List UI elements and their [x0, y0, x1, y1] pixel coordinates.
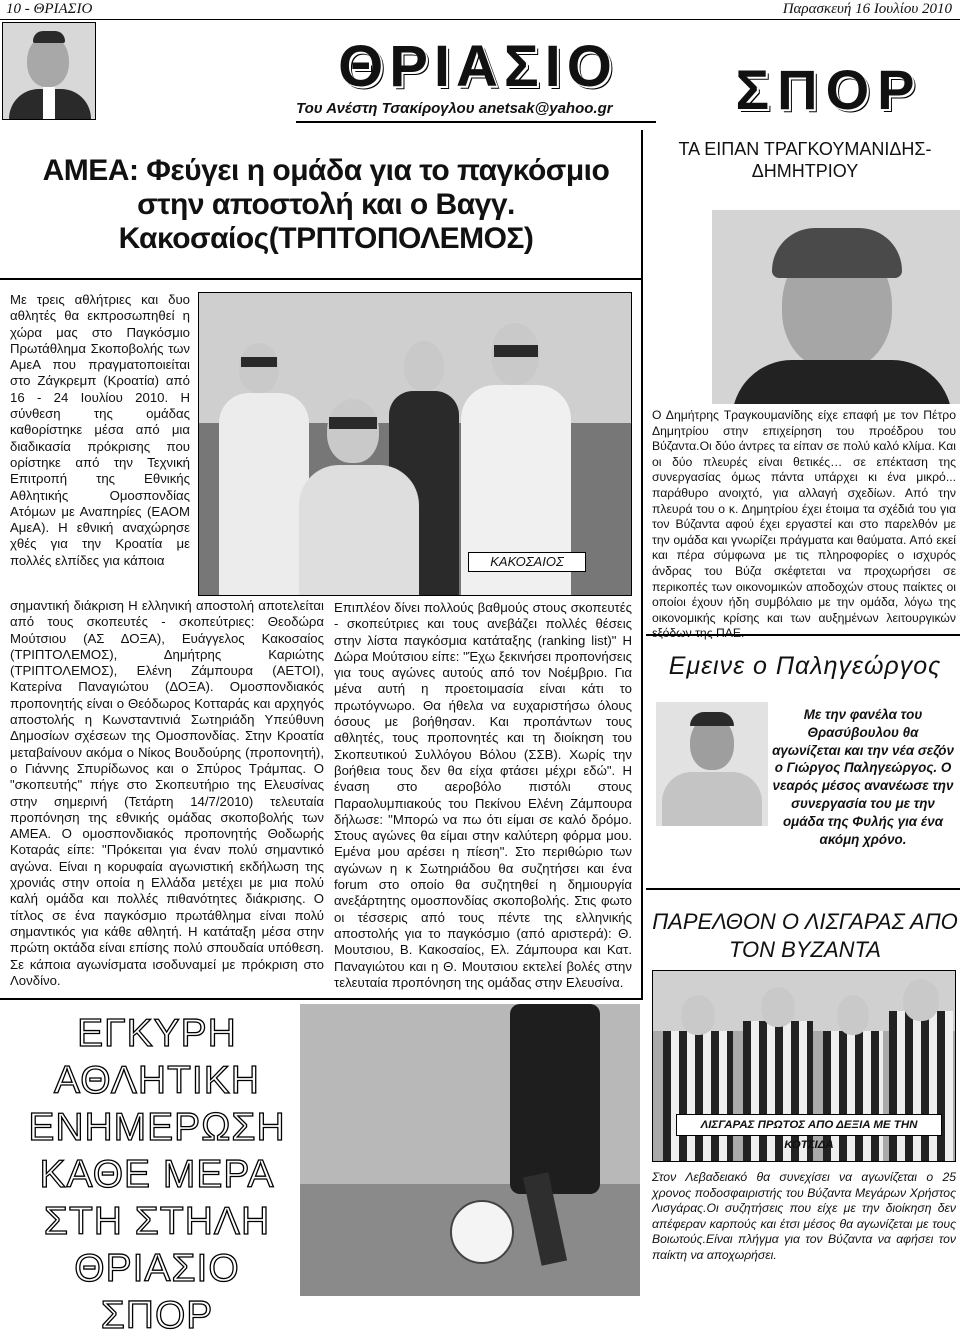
promo-block [18, 1010, 296, 1339]
promo-line: ΚΑΘΕ ΜΕΡΑ [39, 1153, 275, 1196]
promo-line: ΘΡΙΑΣΙΟ ΣΠΟΡ [74, 1247, 240, 1337]
football-photo [300, 1004, 640, 1296]
team-photo [198, 292, 632, 596]
promo-line: ΣΤΗ ΣΤΗΛΗ [43, 1200, 271, 1243]
sidebar-text-3: Στον Λεβαδειακό θα συνεχίσει να αγωνίζεται ο 25 χρονος ποδοσφαιριστής του Βύζαντα Μεγάρων Χρήστος Λισγάρας.Οι συζητήσεις που είχε με την διοίκηση δεν απέφεραν καρπούς και έτσι μέσος θα αγωνίζεται με τους Βοιωτούς.Είναι πλήγμα για τον Βύζαντα να αφήσει τον παίκτη να αποχωρήσει. [652, 1170, 956, 1262]
sidebar-title-1: ΤΑ ΕΙΠΑΝ ΤΡΑΓΚΟΥΜΑΝΙΔΗΣ-ΔΗΜΗΤΡΙΟΥ [678, 139, 932, 181]
masthead-sport: ΣΠΟΡ [735, 58, 923, 121]
main-headline: ΑΜΕΑ: Φεύγει η ομάδα για το παγκόσμιο στην αποστολή και ο Βαγγ. Κακοσαίος(ΤΡΠΤΟΠΟΛΕΜΟΣ) [42, 154, 610, 255]
sidebar-caption-3: ΛΙΣΓΑΡΑΣ ΠΡΩΤΟΣ ΑΠΟ ΔΕΞΙΑ ΜΕ ΤΗΝ ΚΟΤΣΙΔΑ [676, 1114, 942, 1136]
promo-line: ΕΓΚΥΡΗ [77, 1012, 237, 1055]
sidebar-title-3: ΠΑΡΕΛΘΟΝ Ο ΛΙΣΓΑΡΑΣ ΑΠΟ ΤΟΝ ΒΥΖΑΝΤΑ [652, 909, 958, 962]
article-column-2: Επιπλέον δίνει πολλούς βαθμούς στους σκοπευτές - σκοπεύτριες και τους ανεβάζει πολλές θέσεις στην λίστα παγκόσμια κατάταξης (ranking list)" Η Δώρα Μούτσιου είπε: "Έχω ξεκινήσει προπονήσεις για τους αγώνες αυτούς από τον Νοέμβριο. Για μένα αυτή η προετοιμασία είναι κάτι το πρωτόγνωρο. Θα ήθελα να ευχαριστήσω όλους όσους με βοήθησαν. Και προπάντων τους αθλητές, τους προπονητές και τη διοίκηση του Σκοπευτικού Συλλόγου Βόλου (ΣΣΒ). Χωρίς την βοήθεια τους δεν θα είχα φτάσει μέχρι εδώ". Η έναση στο αεροβόλο πιστόλι στους Παραολυμπιακούς του Πεκίνου Ελένη Ζάμπουρα δήλωσε: "Μπορώ να πω ότι είμαι σε καλό δρόμο. Στους αγώνες θα είμαι στην καλύτερη φόρμα μου. Εμένα μου αρέσει η πίεση". Στο περιθώριο των αγώνων η κ Σωτηριάδου θα συζητήσει και ένα forum στο οποίο θα συζητηθεί η δημιουργία ανεξάρτητης ομοσπονδίας σκοποβολής. Στις φωτο οι τέσσερις από τους πέντε της ελληνικής αποστολής για το παγκόσμιο (από αριστερά): Θ. Μουτσιου, Β. Κακοσαίος, Ελ. Ζάμπουρα και Κατ. Παναγιώτου και η Θ. Μουτσιου εκτελεί βολές στην τελευταία προπόνηση της ομάδας στην Ελευσίνα. [334, 600, 632, 990]
page-header [0, 0, 960, 20]
photo-caption: ΚΑΚΟΣΑΙΟΣ [468, 552, 586, 572]
byline: Του Ανέστη Τσακίρογλου anetsak@yahoo.gr [296, 100, 613, 117]
sidebar-text-1: Ο Δημήτρης Τραγκουμανίδης είχε επαφή με τον Πέτρο Δημητρίου στην επιχείρηση του προέδρου του Βύζαντα.Οι δύο άντρες τα είπαν σε πολύ καλό κλίμα. Και οι δύο πλευρές είναι θετικές… σε επέκταση της συνεργασίας όμως πάντα υπάρχει κι ένα μικρό... παράθυρο ανοιχτό, για αλλαγή σχεδίων. Από την πλευρά του ο κ. Δημητρίου έχει έτοιμα τα σχέδιά του για τον Βύζαντα αφού έχει εργαστεί και στο παρελθόν με την ομάδα και γνωρίζει πράγματα και θαύματα. Από εκεί και πέρα σύμφωνα με τις πληροφορίες ο ισχυρός άνδρας του Βύζα σκέφτεται να προχωρήσει σε περικοπές των οικονομικών αποδοχών στους παίκτες οι οποίοι έχουν ήδη συμβόλαιο με την ομάδα, λόγω της οικονομικής κρίσης και των αυξημένων λειτουργικών [652, 408, 956, 625]
article-column-1-wide: σημαντική διάκριση Η ελληνική αποστολή αποτελείται από τους σκοπευτές - σκοπεύτριες: Θεοδώρα Μούτσιου (ΑΣ ΔΟΞΑ), Ευάγγελος Κακοσαίος (ΤΡΙΠΤΟΛΕΜΟΣ), Δημήτρης Καριώτης (ΤΡΙΠΤΟΛΕΜΟΣ), Ελένη Ζάμπουρα (ΑΕΤΟΙ), Κατερίνα Παναγιώτου (ΔΟΞΑ). Ομοσπονδιακός προπονητής είναι ο Θεόδωρος Κοτταράς και αρχηγός αποστολής η Κωνσταντινιά Σωτηριάδη Υπεύθυνη Δημοσίων σχέσεων της Ομοσπονδίας. Στην Κροατία μεταβαίνουν ακόμα ο Νίκος Βουδούρης (προπονητή), ο Γιάννης Σπυρίδωνος και ο Σπύρος Τράμπας. Ο "σκοπευτής" πήγε στο Σκοπευτήριο της Ελευσίνας στην σημερινή (Τετάρτη 14/7/2010) τελευταία προπόνηση της εθνικής ομάδας σκοποβολής των ΑΜΕΑ. Ο ομοσπονδιακός προπονητής Θοδωρής Κοταράς είπε: "Πρόκειται για έναν πολύ σημαντικό αγώνα. Είναι η κορυφαία αγωνιστική εκδήλωση της χρονιάς στην οποία η Ελλάδα μετέχει με μια πολύ καλή ομάδα και πολλές πιθανότητες διάκρισης. Ο τίτλος σε ένα παγκόσμιο πρωτάθλημα είναι πολύ σημαντικός για κάθε αθλητή. Η κατάταξη μέσα στην πρώτη οκτάδα είναι επίσης πολύ σπουδαία υπόθεση. Σε κάποια αγωνίσματα ισοδυναμεί με πρόκριση στο Λονδίνο. [10, 598, 324, 988]
headline-rule [0, 278, 643, 280]
sidebar-rule-2 [646, 888, 960, 890]
page-label: 10 - ΘΡΙΑΣΙΟ [6, 1, 93, 17]
promo-line: ΕΝΗΜΕΡΩΣΗ [28, 1106, 286, 1149]
author-photo [2, 22, 96, 120]
sidebar-title-2: Εμεινε ο Παληγεώργος [668, 652, 942, 680]
masthead-title: ΘΡΙΑΣΙΟ [338, 34, 618, 99]
sidebar-rule-1 [646, 634, 960, 636]
player-photo [656, 702, 768, 826]
sidebar-text-2: Με την φανέλα του Θρασύβουλου θα αγωνίζεται και την νέα σεζόν ο Γιώργος Παληγεώργος. Ο νεαρός μέσος ανανέωσε την συνεργασία του με την ομάδα της Φυλής για ένα ακόμη χρόνο. [772, 707, 954, 847]
masthead-rule [296, 121, 656, 123]
issue-date: Παρασκευή 16 Ιουλίου 2010 [782, 1, 952, 17]
coach-photo [712, 210, 960, 404]
promo-line: ΑΘΛΗΤΙΚΗ [54, 1059, 260, 1102]
article-column-1: Με τρεις αθλήτριες και δυο αθλητές θα εκπροσωπηθεί η χώρα μας στο Παγκόσμιο Πρωτάθλημα Σκοποβολής των ΑμεΑ που πραγματοποιείται στο Ζάγκρεμπ (Κροατία) από 16 - 24 Ιουλίου 2010. Η σύνθεση της ομάδας καθορίστηκε μέσα από μια διαδικασία πρόκρισης που ορίστηκε από την Τεχνική Επιτροπή της Εθνικής Αθλητικής Ομοσπονδίας Ατόμων με Αναπηρίες (ΕΑΟΜ ΑμεΑ). Η εθνική αναχώρησε χθές για την Κροατία με πολλές ελπίδες για κάποια [10, 292, 190, 568]
